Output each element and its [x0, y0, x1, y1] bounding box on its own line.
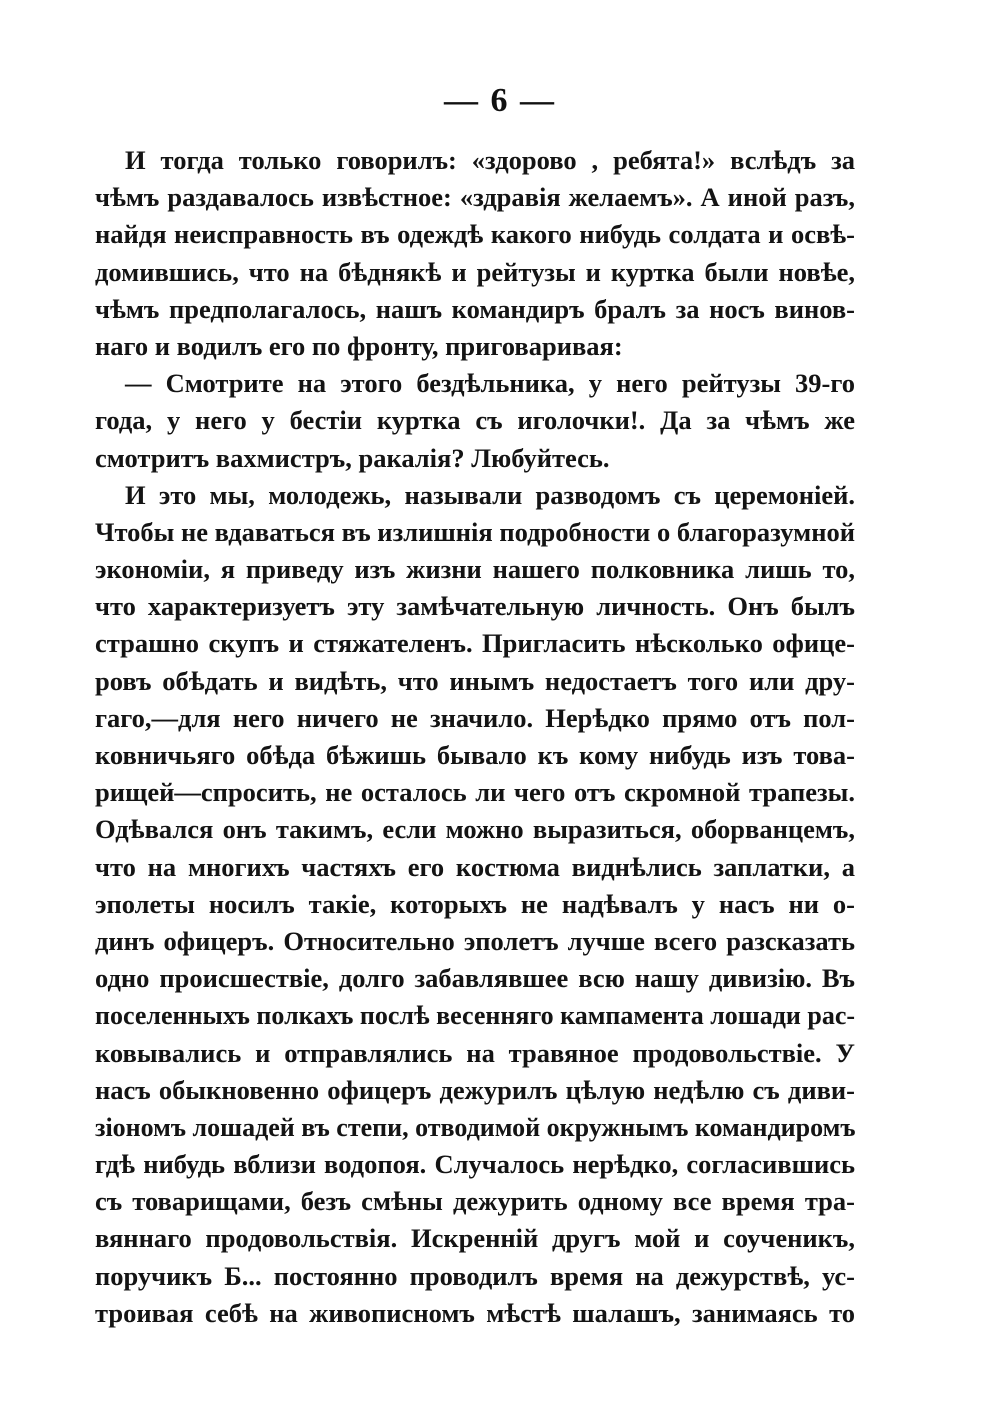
text-line: вяннаго продовольствія. Искренній другъ мой и соученикъ,: [95, 1223, 855, 1254]
text-line: года, у него у бестіи куртка съ иголочки!. Да за чѣмъ же: [95, 405, 855, 436]
text-line: поселенныхъ полкахъ послѣ весенняго кампамента лошади рас-: [95, 1001, 856, 1031]
text-line: — Смотрите на этого бездѣльника, у него рейтузы 39-го: [125, 368, 855, 399]
text-line: экономіи, я приведу изъ жизни нашего полковника лишь то,: [95, 554, 855, 585]
text-line: страшно скупъ и стяжателенъ. Пригласить нѣсколько офице-: [95, 628, 855, 659]
text-line: И тогда только говорилъ: «здорово , ребята!» вслѣдъ за: [125, 145, 855, 175]
text-line: гдѣ нибудь вблизи водопоя. Случалось нерѣдко, согласившись: [95, 1149, 855, 1180]
text-line: троивая себѣ на живописномъ мѣстѣ шалашъ, занимаясь то: [95, 1297, 855, 1328]
text-line: чѣмъ раздавалось извѣстное: «здравія желаемъ». А иной разъ,: [95, 182, 855, 213]
page-text-body: [95, 142, 855, 1332]
text-line: найдя неисправность въ одеждѣ какого нибудь солдата и освѣ-: [95, 219, 855, 250]
text-line: динъ офицеръ. Относительно эполетъ лучше всего разсказать: [95, 925, 855, 956]
text-line: домившись, что на бѣднякѣ и рейтузы и куртка были новѣе,: [95, 256, 855, 287]
text-line: одно происшествіе, долго забавлявшее всю нашу дивизію. Въ: [95, 963, 855, 994]
text-line: что характеризуетъ эту замѣчательную личность. Онъ былъ: [95, 591, 855, 622]
text-line: Одѣвался онъ такимъ, если можно выразиться, оборванцемъ,: [95, 814, 855, 845]
text-line: что на многихъ частяхъ его костюма виднѣлись заплатки, а: [95, 851, 855, 882]
text-line: гаго,—для него ничего не значило. Нерѣдко прямо отъ пол-: [95, 702, 855, 733]
text-line: ковничьяго обѣда бѣжишь бывало къ кому нибудь изъ това-: [95, 740, 855, 770]
text-line: эполеты носилъ такіе, которыхъ не надѣвалъ у насъ ни о-: [95, 888, 855, 919]
text-line: съ товарищами, безъ смѣны дежурить одному все время тра-: [95, 1186, 855, 1217]
text-line: насъ обыкновенно офицеръ дежурилъ цѣлую недѣлю съ диви-: [95, 1074, 855, 1105]
text-line: чѣмъ предполагалось, нашъ командиръ бралъ за носъ винов-: [95, 293, 855, 324]
text-line: смотритъ вахмистръ, ракалія? Любуйтесь.: [95, 442, 610, 473]
text-line: ковывались и отправлялись на травяное продовольствіе. У: [95, 1037, 855, 1068]
text-line: ровъ обѣдать и видѣть, что инымъ недостаетъ того или дру-: [95, 665, 855, 696]
text-line: И это мы, молодежь, называли разводомъ съ церемоніей.: [125, 479, 855, 510]
text-line: рищей—спросить, не осталось ли чего отъ скромной трапезы.: [95, 777, 855, 808]
text-line: зіономъ лошадей въ степи, отводимой окружнымъ командиромъ: [95, 1112, 856, 1142]
page-number: — 6 —: [444, 82, 556, 119]
text-line: Чтобы не вдаваться въ излишнія подробности о благоразумной: [95, 516, 855, 547]
text-line: поручикъ Б... постоянно проводилъ время на дежурствѣ, ус-: [95, 1260, 855, 1291]
text-line: наго и водилъ его по фронту, приговаривая:: [95, 330, 623, 361]
